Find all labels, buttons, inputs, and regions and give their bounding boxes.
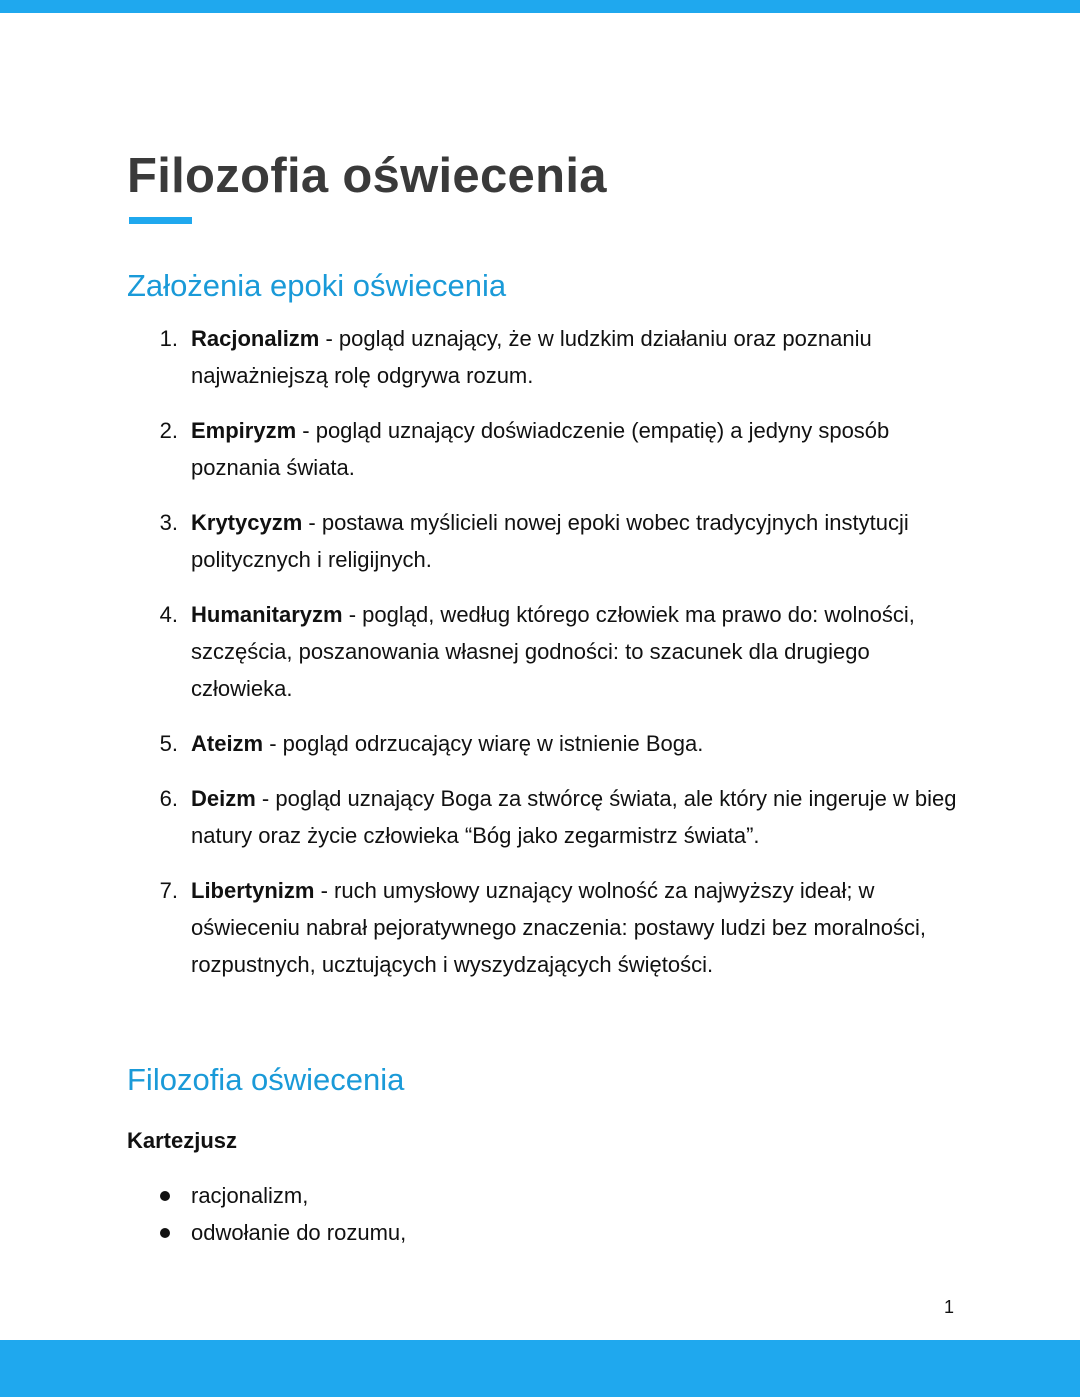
item-term: Libertynizm — [191, 878, 315, 903]
item-text: - pogląd uznający doświadczenie (empatię) a jedyny sposób poznania świata. — [191, 418, 890, 480]
item-text: - ruch umysłowy uznający wolność za najwyższy ideał; w oświeceniu nabrał pejoratywnego znaczenia: postawy ludzi bez moralności, rozpustnych, ucztujących i wyszydzających świętości. — [191, 878, 926, 977]
top-accent-bar — [0, 0, 1080, 13]
bullet-item — [150, 1214, 406, 1251]
bullet-text: odwołanie do rozumu, — [191, 1220, 407, 1245]
item-term: Humanitaryzm — [191, 602, 343, 627]
document-title: Filozofia oświecenia — [127, 149, 607, 203]
list-item — [150, 596, 970, 707]
list-item — [150, 780, 970, 854]
item-term: Deizm — [191, 786, 256, 811]
bullet-text: racjonalizm, — [191, 1183, 309, 1208]
subheading-kartezjusz: Kartezjusz — [127, 1128, 238, 1153]
item-text: - pogląd uznający Boga za stwórcę świata, ale który nie ingeruje w bieg natury oraz życie człowieka “Bóg jako zegarmistrz świata”. — [191, 786, 957, 848]
bullet-icon — [160, 1228, 170, 1238]
list-item — [150, 320, 970, 394]
item-number: 2. — [159, 418, 178, 443]
item-text: - pogląd odrzucający wiarę w istnienie Boga. — [263, 731, 704, 756]
item-number: 5. — [159, 731, 178, 756]
item-number: 6. — [159, 786, 178, 811]
item-text: - postawa myślicieli nowej epoki wobec tradycyjnych instytucji politycznych i religijnych. — [191, 510, 909, 572]
item-term: Racjonalizm — [191, 326, 320, 351]
item-number: 3. — [159, 510, 178, 535]
bottom-accent-bar — [0, 1340, 1080, 1397]
principles-list — [150, 320, 970, 1001]
bullet-item — [150, 1177, 406, 1214]
item-number: 7. — [159, 878, 178, 903]
list-item — [150, 725, 970, 762]
item-number: 4. — [159, 602, 178, 627]
item-number: 1. — [159, 326, 178, 351]
list-item — [150, 504, 970, 578]
page-number: 1 — [944, 1297, 955, 1317]
kartezjusz-list — [150, 1177, 406, 1251]
item-text: - pogląd uznający, że w ludzkim działaniu oraz poznaniu najważniejszą rolę odgrywa rozum. — [191, 326, 872, 388]
item-term: Krytycyzm — [191, 510, 303, 535]
bullet-icon — [160, 1191, 170, 1201]
item-term: Empiryzm — [191, 418, 297, 443]
item-term: Ateizm — [191, 731, 264, 756]
title-underline — [129, 217, 192, 224]
list-item — [150, 412, 970, 486]
item-text: - pogląd, według którego człowiek ma prawo do: wolności, szczęścia, poszanowania własnej godności: to szacunek dla drugiego człowieka. — [191, 602, 915, 701]
section-heading-filozofia: Filozofia oświecenia — [127, 1062, 405, 1097]
section-heading-zalozenia: Założenia epoki oświecenia — [127, 268, 507, 303]
list-item — [150, 872, 970, 983]
